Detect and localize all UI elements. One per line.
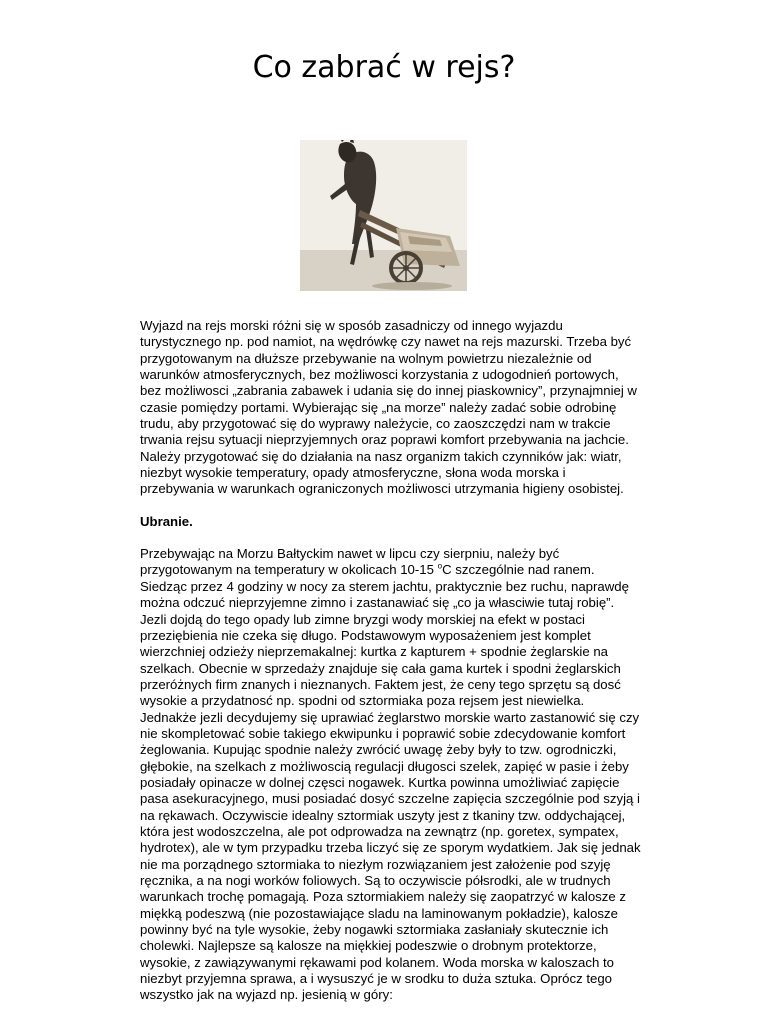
degree-superscript: o	[437, 562, 443, 572]
section-heading: Ubranie.	[140, 513, 193, 529]
document-body	[140, 318, 642, 1020]
donkey-cart-photo	[300, 140, 467, 291]
intro-paragraph: Wyjazd na rejs morski różni się w sposób zasadniczy od innego wyjazdu turystycznego np. pod namiot, na wędrówkę czy nawet na rejs mazurski. Trzeba być przygotowanym na dłuższe przebywanie na wolnym powietrzu niezależnie od warunków atmosferycznych, bez możliwosci korzystania z udogodnień portowych, bez możliwosci „zabrania zabawek i udania się do innej piaskownicy”, przynajmniej w czasie pomiędzy portami. Wybierając się „na morze” należy zadać sobie odrobinę trudu, aby przygotować się do wyprawy należycie, co zaoszczędzi nam w trakcie trwania rejsu sytuacji nieprzyjemnych oraz poprawi komfort przebywania na jachcie. Należy przygotować się do działania na nasz organizm takich czynników jak: wiatr, niezbyt wysokie temperatury, opady atmosferyczne, słona woda morska i przebywania w warunkach ograniczonych możliwosci utrzymania higieny osobistej.	[140, 318, 637, 497]
document-title: Co zabrać w rejs?	[252, 50, 516, 85]
donkey-cart-illustration	[300, 140, 467, 291]
clothing-paragraph	[140, 546, 642, 1004]
clothing-text-part-2: C szczególnie nad ranem. Siedząc przez 4 godziny w nocy za sterem jachtu, praktycznie bez ruchu, naprawdę można odczuć nieprzyjemne zimno i zastanawiać się „co ja własciwie tutaj robię”. Jezli dojdą do tego opady lub zimne bryzgi wody morskiej na efekt w postaci przeziębienia nie czeka się długo. Podstawowym wyposażeniem jest komplet wierzchniej odzieży nieprzemakalnej: kurtka z kapturem + spodnie żeglarskie na szelkach. Obecnie w sprzedaży znajduje się cała gama kurtek i spodni żeglarskich przeróżnych firm znanych i nieznanych. Faktem jest, że ceny tego sprzętu są dosć wysokie a przydatnosć np. spodni od sztormiaka poza rejsem jest niewielka. Jednakże jezli decydujemy się uprawiać żeglarstwo morskie warto zastanowić się czy nie skompletować sobie takiego ekwipunku i poprawić sobie zdecydowanie komfort żeglowania. Kupując spodnie należy zwrócić uwagę żeby były to tzw. ogrodniczki, głębokie, na szelkach z możliwoscią regulacji długosci szelek, zapięć w pasie i żeby posiadały opinacze w dolnej częsci nogawek. Kurtka powinna umożliwiać zapięcie pasa asekuracyjnego, musi posiadać dosyć szczelne zapięcia szczególnie pod szyją i na rękawach. Oczywiscie idealny sztormiak uszyty jest z tkaniny tzw. oddychającej, która jest wodoszczelna, ale pot odprowadza na zewnątrz (np. goretex, sympatex, hydrotex), ale w tym przypadku trzeba liczyć się ze sporym wydatkiem. Jak się jednak nie ma porządnego sztormiaka to niezłym rozwiązaniem jest założenie pod szyję ręcznika, a na nogi worków foliowych. Są to oczywiscie półsrodki, ale w trudnych warunkach trochę pomagają. Poza sztormiakiem należy się zaopatrzyć w kalosze z miękką podeszwą (nie pozostawiające sladu na laminowanym pokładzie), kalosze powinny być na tyle wysokie, żeby nogawki sztormiaka zasłaniały skutecznie ich cholewki. Najlepsze są kalosze na miękkiej podeszwie o drobnym protektorze, wysokie, z zawiązywanymi rękawami pod kolanem. Woda morska w kaloszach to niezbyt przyjemna sprawa, a i wysuszyć je w srodku to duża sztuka. Oprócz tego wszystko jak na wyjazd np. jesienią w góry:	[140, 562, 641, 1003]
clothing-text-part-1: Przebywając na Morzu Bałtyckim nawet w lipcu czy sierpniu, należy być przygotowanym na temperatury w okolicach 10-15	[140, 546, 560, 578]
